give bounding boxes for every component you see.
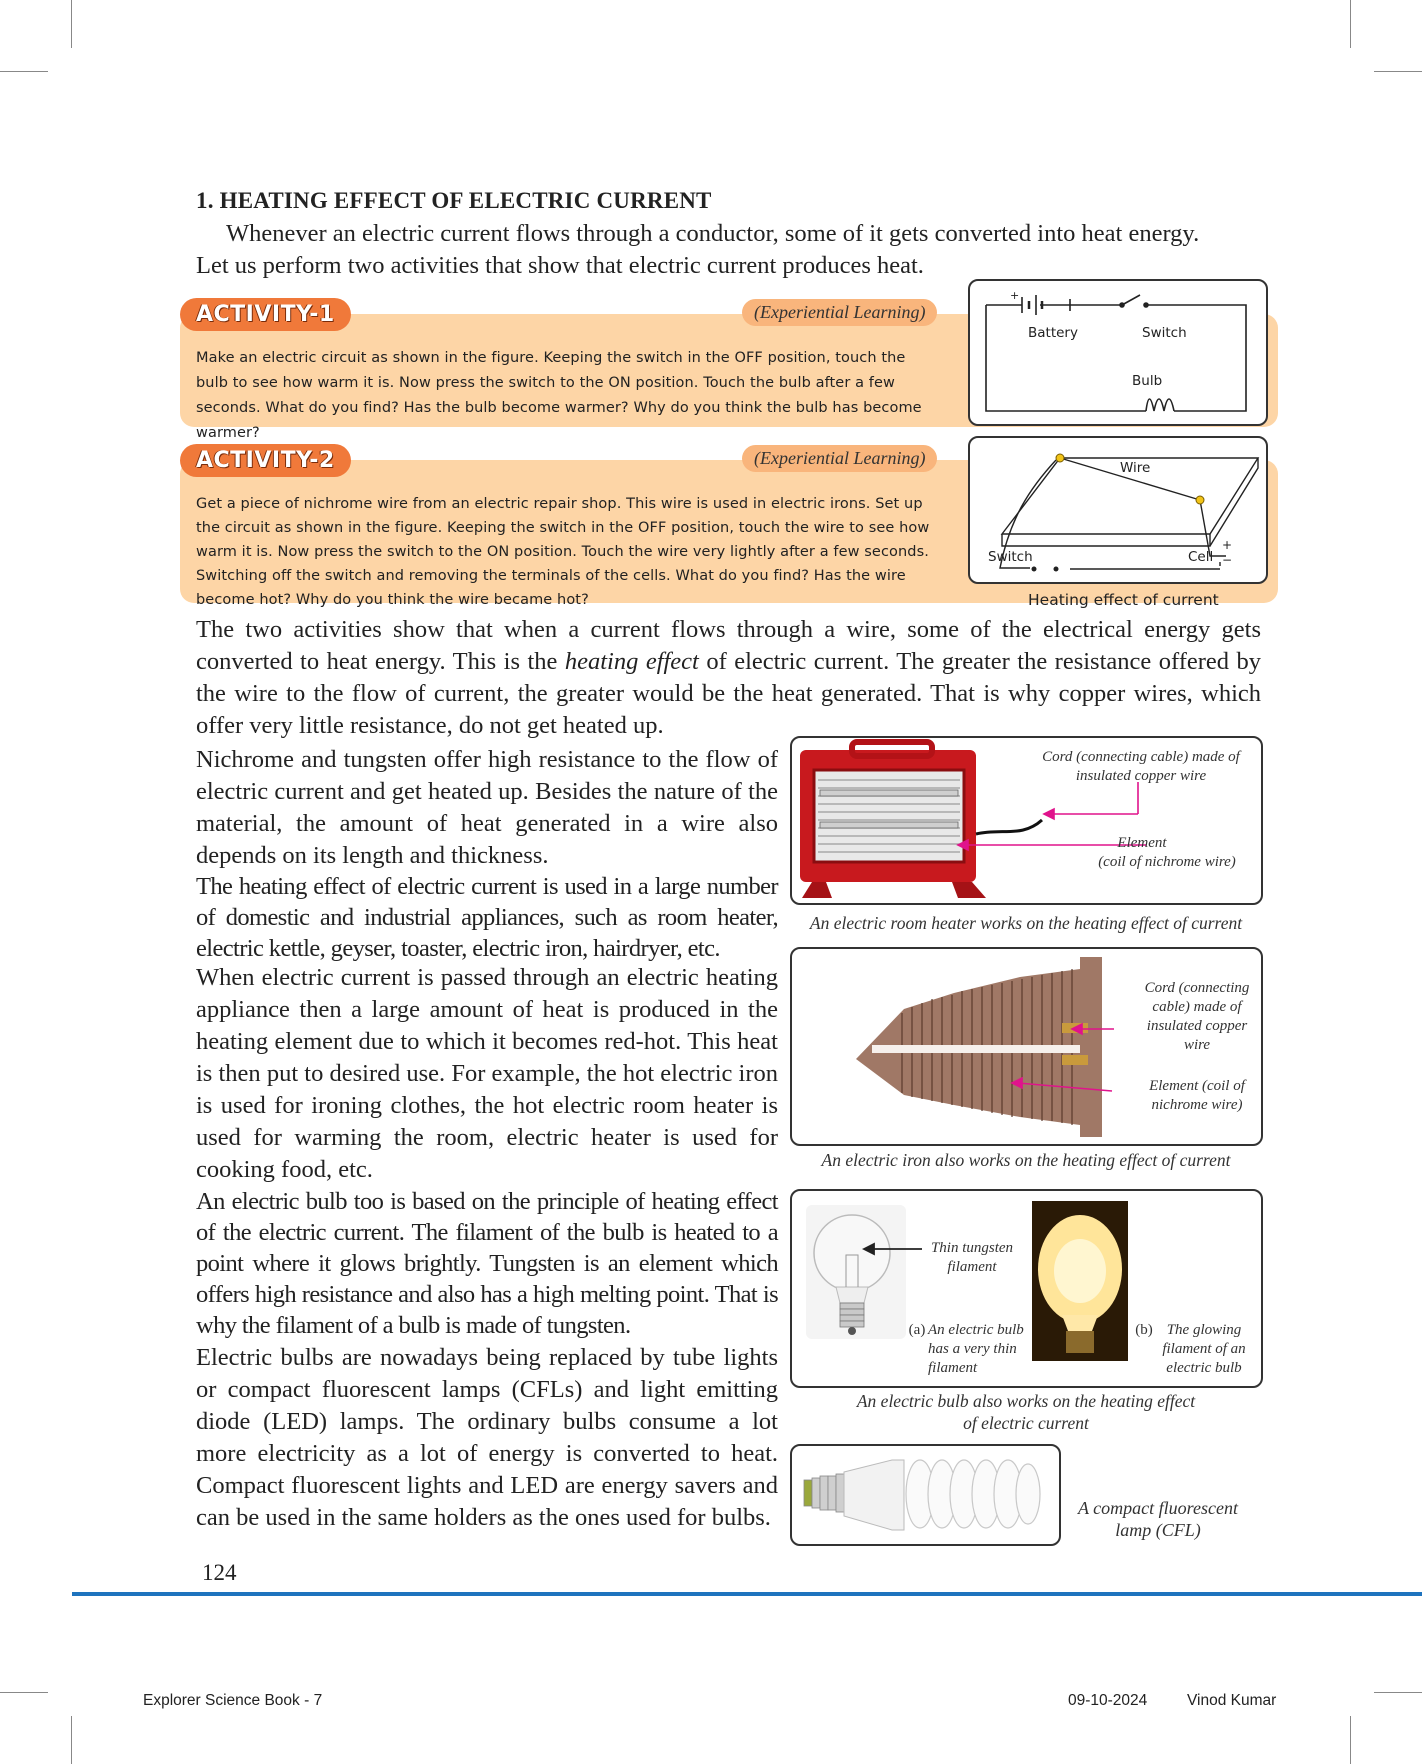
heater-element-label-2: (coil of nichrome wire): [1098, 854, 1236, 870]
crop-mark: [0, 1692, 48, 1693]
crop-mark: [1350, 0, 1351, 48]
svg-text:+: +: [1010, 289, 1020, 302]
crop-mark: [71, 1716, 72, 1764]
plus-sign: +: [1222, 538, 1233, 552]
paragraph-heating-appliance: When electric current is passed through an electric heating appliance then a large amount of heat is produced in the heating element due to which it becomes red-hot. This heat is then put to desired use. For example, the hot electric iron is used for ironing clothes, the hot electric room heater is used for warming the room, electric heater is used for cooking food, etc.: [196, 964, 778, 1183]
wire-label: Wire: [1120, 460, 1151, 476]
intro-line-1: Whenever an electric current flows through a conductor, some of it gets converted into heat energy.: [226, 220, 1200, 247]
heater-caption: An electric room heater works on the heating effect of current: [809, 913, 1243, 933]
cfl-figure: [790, 1444, 1061, 1546]
cfl-caption-1: A compact fluorescent: [1078, 1498, 1238, 1518]
crop-mark: [1350, 1716, 1351, 1764]
cell-label: Cell: [1188, 549, 1214, 565]
circuit-svg: [970, 281, 1266, 424]
activity-1-text: Make an electric circuit as shown in the figure. Keeping the switch in the OFF position, touch the bulb to see how warm it is. Now press the switch to the ON position. Touch the bulb after a few seconds. What do you find? Has the bulb become warmer? Why do you think the bulb has become warmer?: [196, 350, 922, 441]
switch-label: Switch: [988, 549, 1033, 565]
p1-text: The two activities show that when a current flows through a wire, some of the electrical energy gets converted to heat energy. This is the: [196, 616, 1261, 675]
bulb-b-label: The glowing filament of an electric bulb: [1162, 1322, 1246, 1376]
crop-mark: [71, 0, 72, 48]
paragraph-nichrome: Nichrome and tungsten offer high resistance to the flow of electric current and get heated up. Besides the nature of the material, the amount of heat generated in a wire also depends on its length and thickness.: [196, 746, 778, 869]
switch-label: Switch: [1142, 325, 1187, 341]
bulb-figure: [790, 1189, 1263, 1388]
bulb-b-mark: (b): [1135, 1322, 1153, 1338]
activity-2-tag: (Experiential Learning): [742, 445, 937, 472]
iron-caption: An electric iron also works on the heating effect of current: [821, 1150, 1231, 1170]
activity-1-label: ACTIVITY-1: [180, 298, 351, 331]
footer-date: 09-10-2024: [1068, 1692, 1148, 1709]
crop-mark: [1374, 71, 1422, 72]
minus-sign: −: [1222, 553, 1233, 567]
electric-iron-figure: [790, 947, 1263, 1146]
activity-1-tag: (Experiential Learning): [742, 299, 937, 326]
paragraph-heating-effect: [196, 614, 1261, 742]
bulb-caption-1: An electric bulb also works on the heating effect: [856, 1391, 1196, 1411]
paragraph-appliances: The heating effect of electric current is used in a large number of domestic and industrial appliances, such as room heater, electric kettle, geyser, toaster, electric iron, hairdryer, etc.: [196, 873, 778, 962]
activity-2-caption: Heating effect of current: [1028, 591, 1219, 609]
paragraph-bulb: An electric bulb too is based on the principle of heating effect of the electric current. The filament of the bulb is heated to a point where it glows brightly. Tungsten is an element which offers high resistance and also has a high melting point. That is why the filament of a bulb is made of tungsten.: [196, 1188, 778, 1339]
iron-element-label: Element (coil of nichrome wire): [1149, 1078, 1245, 1113]
room-heater-figure: [790, 736, 1263, 905]
bulb-a-label: An electric bulb has a very thin filament: [928, 1322, 1024, 1376]
footer-book-title: Explorer Science Book - 7: [143, 1692, 323, 1709]
activity-2-text: Get a piece of nichrome wire from an electric repair shop. This wire is used in electric irons. Set up the circuit as shown in the figure. Keeping the switch in the OFF position, touch the wire to see how warm it is. Now press the switch to the ON position. Touch the wire very lightly after a few seconds. Switching off the switch and removing the terminals of the cells. What do you find? Has the wire become hot? Why do you think the wire became hot?: [196, 496, 930, 608]
page-number: 124: [202, 1560, 237, 1585]
cfl-caption-2: lamp (CFL): [1115, 1520, 1201, 1540]
filament-label: Thin tungsten filament: [930, 1240, 1014, 1275]
paragraph-cfl-led: Electric bulbs are nowadays being replaced by tube lights or compact fluorescent lamps (CFLs) and light emitting diode (LED) lamps. The ordinary bulbs consume a lot more electricity as a lot of energy is converted to heat. Compact fluorescent lights and LED are energy savers and can be used in the same holders as the ones used for bulbs.: [196, 1344, 778, 1531]
bulb-a-mark: (a): [908, 1322, 926, 1338]
heater-cord-label: Cord (connecting cable) made of insulated copper wire: [1042, 749, 1240, 784]
bottom-rule: [72, 1592, 1422, 1596]
crop-mark: [1374, 1692, 1422, 1693]
iron-cord-label: Cord (connecting cable) made of insulated copper wire: [1144, 980, 1250, 1053]
activity-2-label: ACTIVITY-2: [180, 444, 351, 477]
activity-2-wire-diagram: [968, 436, 1268, 584]
battery-label: Battery: [1028, 325, 1078, 341]
p1-text-end: of electric current. The greater the resistance offered by the wire to the flow of current, the greater would be the heat generated. That is why copper wires, which offer very little resistance, do not get heated up.: [196, 648, 1261, 739]
bulb-label: Bulb: [1132, 373, 1163, 389]
activity-1-circuit-diagram: [968, 279, 1268, 426]
intro-line-2: Let us perform two activities that show that electric current produces heat.: [196, 252, 924, 279]
footer-author: Vinod Kumar: [1187, 1692, 1277, 1709]
section-heading: 1. HEATING EFFECT OF ELECTRIC CURRENT: [196, 188, 712, 213]
crop-mark: [0, 71, 48, 72]
bulb-caption-2: of electric current: [963, 1413, 1089, 1433]
p1-emphasis: heating effect: [564, 648, 699, 675]
heater-element-label-1: Element: [1117, 835, 1167, 851]
cfl-svg: [792, 1446, 1059, 1544]
